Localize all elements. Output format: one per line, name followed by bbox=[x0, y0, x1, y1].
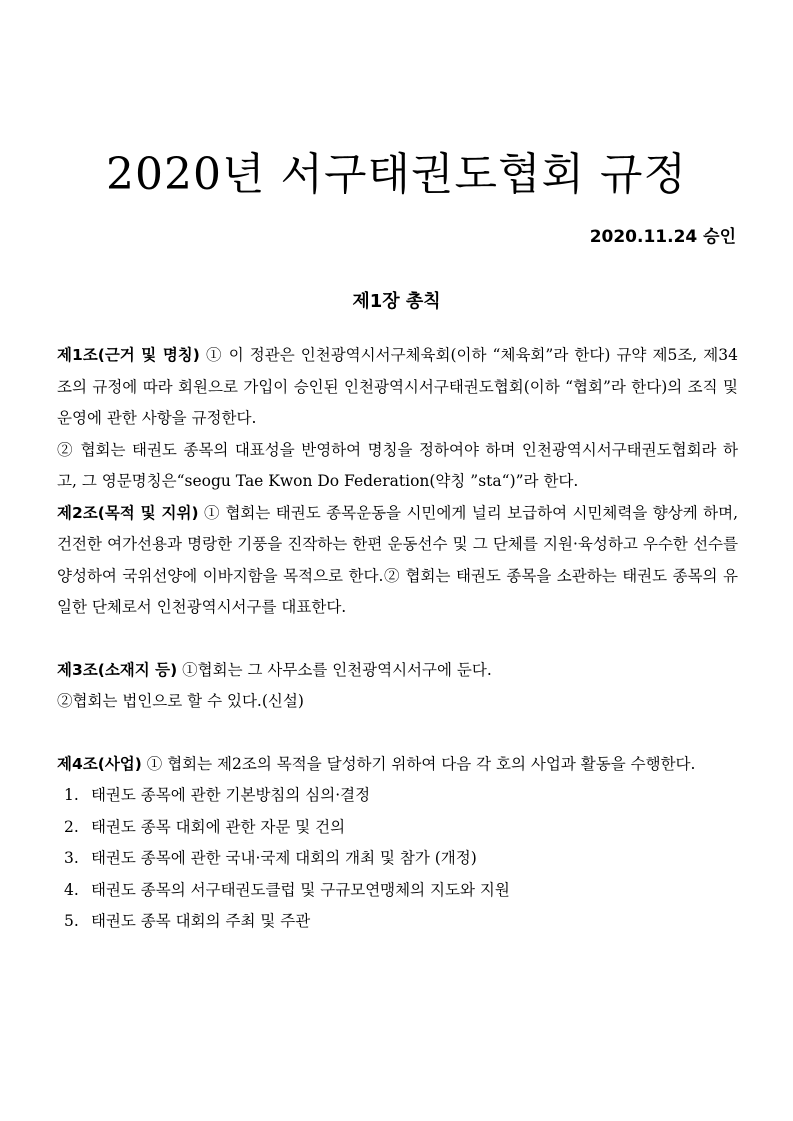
list-item-text: 태권도 종목 대회의 주최 및 주관 bbox=[90, 912, 311, 930]
list-item-number: 5. bbox=[64, 912, 79, 930]
article-1-heading: 제1조(근거 및 명칭) bbox=[57, 346, 200, 364]
article-2-text: ① 협회는 태권도 종목운동을 시민에게 널리 보급하여 시민체력을 향상케 하며, 건전한 여가선용과 명랑한 기풍을 진작하는 한편 운동선수 및 그 단체를 지원·육성하고 우수한 선수를 양성하여 국위선양에 이바지함을 목적으로 한다.② 협회는 태권도 종목을 소관하는 태권도 종목의 유일한 단체로서 인천광역시서구를 대표한다. bbox=[57, 503, 738, 616]
article-4-paragraph bbox=[57, 749, 738, 781]
article-4-item-list bbox=[57, 780, 738, 938]
article-1-text: ① 이 정관은 인천광역시서구체육회(이하 “체육회”라 한다) 규약 제5조, 제34조의 규정에 따라 회원으로 가입이 승인된 인천광역시서구태권도협회(이하 “협회”라 한다)의 조직 및 운영에 관한 사항을 규정한다. bbox=[57, 346, 738, 427]
spacer bbox=[57, 718, 738, 749]
list-item bbox=[57, 875, 738, 907]
article-2-paragraph bbox=[57, 498, 738, 624]
article-2-heading: 제2조(목적 및 지위) bbox=[57, 503, 199, 522]
chapter-heading: 제1장 총칙 bbox=[352, 291, 441, 312]
list-item-text: 태권도 종목의 서구태권도클럽 및 구규모연맹체의 지도와 지원 bbox=[90, 880, 510, 899]
article-3-paragraph-1 bbox=[57, 655, 738, 687]
article-4-heading: 제4조(사업) bbox=[57, 754, 142, 773]
article-1-paragraph-1 bbox=[57, 340, 738, 435]
approval-date: 2020.11.24 승인 bbox=[589, 227, 736, 247]
list-item-number: 2. bbox=[64, 817, 79, 836]
list-item-number: 4. bbox=[64, 880, 79, 899]
spacer bbox=[57, 624, 738, 655]
article-3-heading: 제3조(소재지 등) bbox=[57, 660, 178, 679]
article-1-paragraph-2: ② 협회는 태권도 종목의 대표성을 반영하여 명칭을 정하여야 하며 인천광역시서구태권도협회라 하고, 그 영문명칭은“seogu Tae Kwon Do Federation(약칭 ”sta“)”라 한다. bbox=[57, 440, 738, 490]
article-4-text: ① 협회는 제2조의 목적을 달성하기 위하여 다음 각 호의 사업과 활동을 수행한다. bbox=[141, 754, 696, 773]
document-body bbox=[57, 340, 738, 938]
list-item-text: 태권도 종목에 관한 기본방침의 심의·결정 bbox=[90, 786, 371, 804]
list-item-number: 1. bbox=[64, 786, 79, 804]
list-item-text: 태권도 종목에 관한 국내·국제 대회의 개최 및 참가 (개정) bbox=[90, 849, 477, 867]
list-item bbox=[57, 843, 738, 875]
list-item bbox=[57, 906, 738, 938]
list-item-number: 3. bbox=[64, 849, 79, 867]
article-3-text: ①협회는 그 사무소를 인천광역시서구에 둔다. bbox=[177, 660, 492, 679]
list-item bbox=[57, 780, 738, 812]
article-3-paragraph-2: ②협회는 법인으로 할 수 있다.(신설) bbox=[57, 692, 304, 710]
document-title: 2020년 서구태권도협회 규정 bbox=[106, 149, 687, 200]
list-item-text: 태권도 종목 대회에 관한 자문 및 건의 bbox=[90, 817, 346, 836]
list-item bbox=[57, 812, 738, 844]
